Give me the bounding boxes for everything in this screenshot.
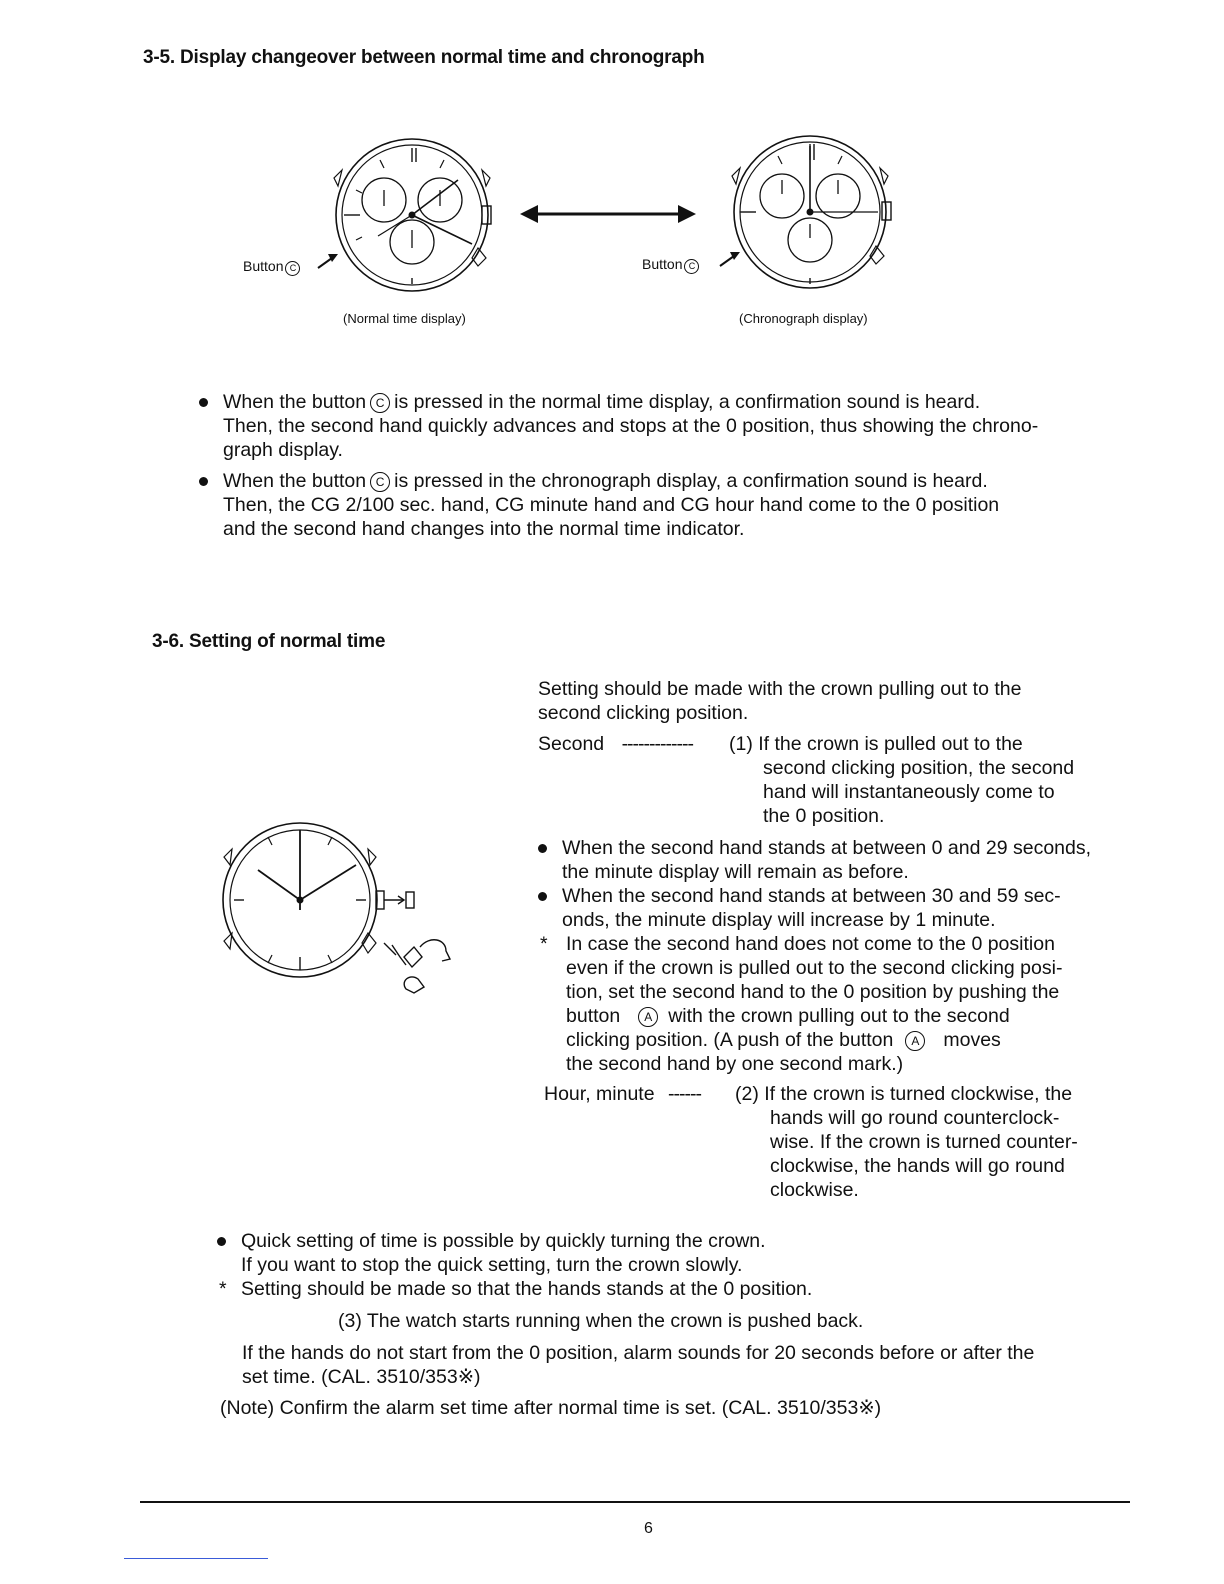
bullet-dot	[217, 1237, 226, 1246]
double-arrow-icon	[520, 202, 696, 226]
pointer-arrow-icon	[718, 250, 742, 270]
page-number: 6	[644, 1520, 653, 1537]
time-setting-watch-illustration	[220, 815, 470, 1015]
bullet-0-29-seconds: When the second hand stands at between 0 and 29 seconds, the minute display will remain as before.	[538, 836, 1091, 884]
bullet-quick-setting: Quick setting of time is possible by quickly turning the crown. If you want to stop the quick setting, turn the crown slowly.	[217, 1229, 766, 1277]
step-2: (2) If the crown is turned clockwise, the hands will go round counterclock- wise. If the crown is turned counter- clockwise, the hands will go round clockwise.	[735, 1083, 1078, 1201]
section-3-6-title: 3-6. Setting of normal time	[152, 631, 386, 652]
chronograph-watch-illustration	[732, 130, 902, 300]
note-second-hand-zero: * In case the second hand does not come to the 0 position even if the crown is pulled out to the second clicking posi- tion, set the second hand to the 0 position by pushing the button A with the crown pulling out to the second clicking position. (A push of the button A moves the second hand by one second mark.)	[540, 933, 1063, 1075]
caption-normal-time: (Normal time display)	[343, 311, 466, 326]
bullet-dot	[199, 477, 208, 486]
final-note: (Note) Confirm the alarm set time after normal time is set. (CAL. 3510/353※)	[220, 1397, 882, 1419]
alarm-note: If the hands do not start from the 0 position, alarm sounds for 20 seconds before or after the set time. (CAL. 3510/353※)	[242, 1342, 1035, 1388]
setting-intro: Setting should be made with the crown pulling out to the second clicking position.	[538, 678, 1022, 724]
button-c-icon: C	[370, 393, 390, 413]
button-c-icon: C	[684, 259, 699, 274]
button-a-icon: A	[905, 1031, 925, 1051]
footer-blue-line	[124, 1558, 268, 1559]
note-hands-zero: * Setting should be made so that the hands stands at the 0 position.	[219, 1278, 813, 1300]
button-c-icon: C	[370, 472, 390, 492]
button-c-label-left: Button C	[243, 258, 300, 276]
bullet-dot	[199, 398, 208, 407]
pointer-arrow-icon	[316, 252, 340, 272]
bullet-normal-to-chrono: When the button C is pressed in the normal time display, a confirmation sound is heard. Then, the second hand quickly advances and stops at the 0 position, thus showing the chrono- graph display.	[199, 390, 1038, 462]
caption-chronograph: (Chronograph display)	[739, 311, 868, 326]
step-1: (1) If the crown is pulled out to the second clicking position, the second hand will instantaneously come to the 0 position.	[729, 733, 1075, 827]
normal-time-watch-illustration	[330, 130, 500, 300]
section-3-5-title: 3-5. Display changeover between normal time and chronograph	[143, 47, 705, 68]
step-3: (3) The watch starts running when the crown is pushed back.	[338, 1310, 864, 1332]
button-a-icon: A	[638, 1007, 658, 1027]
bullet-dot	[538, 892, 547, 901]
button-c-icon: C	[285, 261, 300, 276]
bullet-chrono-to-normal: When the button C is pressed in the chronograph display, a confirmation sound is heard. Then, the CG 2/100 sec. hand, CG minute hand and CG hour hand come to the 0 position and the second hand changes into the normal time indicator.	[199, 469, 999, 541]
bullet-dot	[538, 844, 547, 853]
second-label: Second -------------	[538, 733, 693, 755]
hour-minute-label: Hour, minute ------	[544, 1083, 701, 1105]
footer-rule	[140, 1501, 1130, 1503]
button-c-label-right: Button C	[642, 256, 699, 274]
bullet-30-59-seconds: When the second hand stands at between 30 and 59 sec- onds, the minute display will increase by 1 minute.	[538, 884, 1061, 932]
